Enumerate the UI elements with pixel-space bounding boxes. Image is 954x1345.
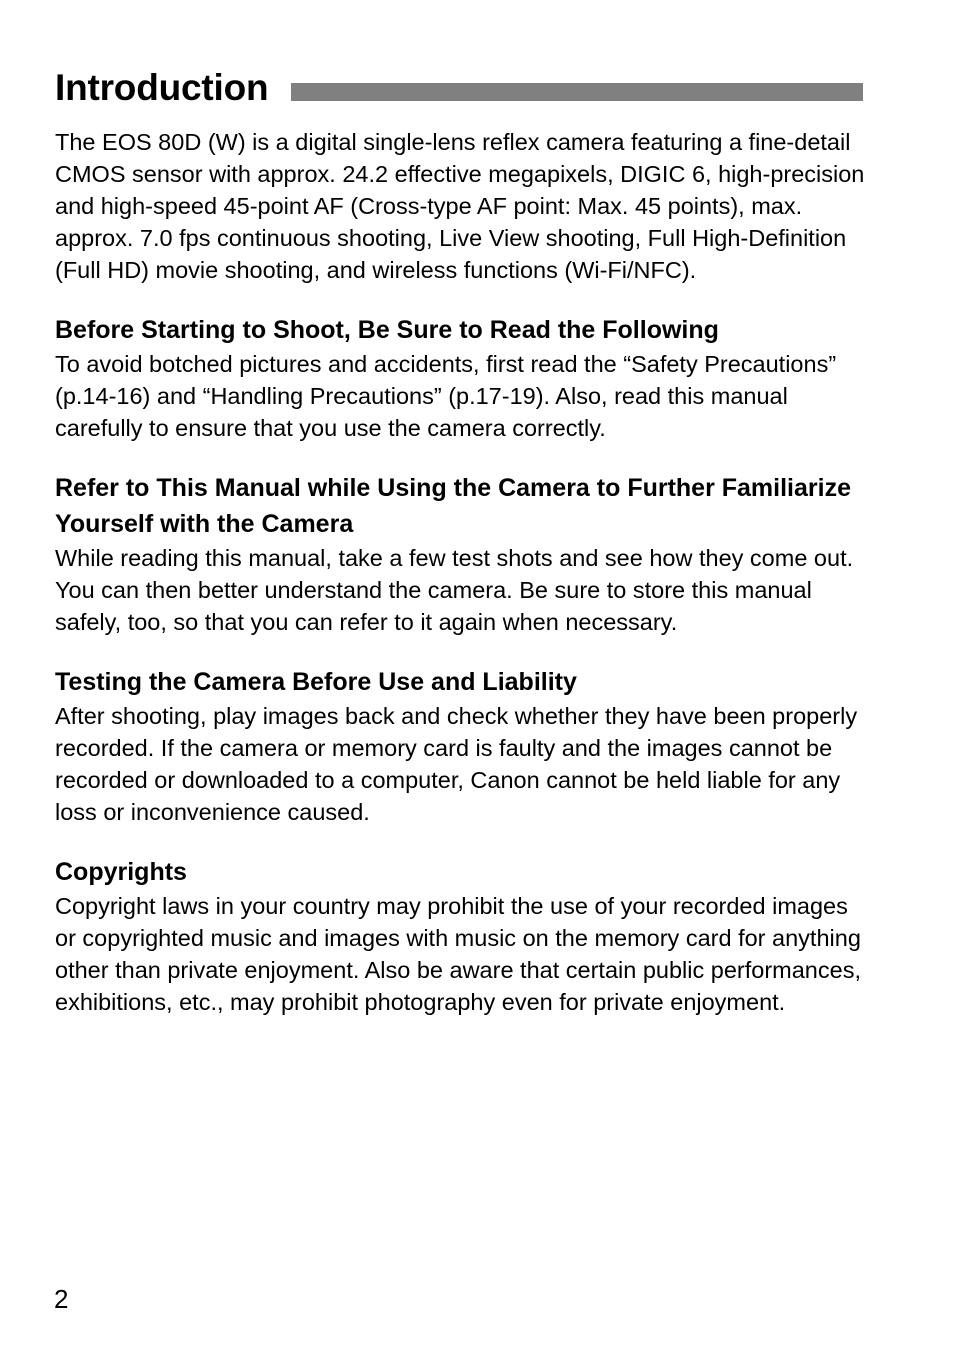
section-heading: Copyrights	[55, 858, 187, 886]
section-heading: Before Starting to Shoot, Be Sure to Read the Following	[55, 316, 719, 344]
section-heading: Testing the Camera Before Use and Liability	[55, 668, 577, 696]
section-body: Copyright laws in your country may prohibit the use of your recorded images or copyrighted music and images with music on the memory card for anything other than private enjoyment. Also be aware that certain public performances, exhibitions, etc., may prohibit photography even for private enjoyment.	[55, 893, 861, 1015]
section-refer-manual	[55, 470, 875, 638]
title-rule	[291, 83, 863, 101]
section-body: After shooting, play images back and check whether they have been properly recorded. If the camera or memory card is faulty and the images cannot be recorded or downloaded to a computer, Canon cannot be held liable for any loss or inconvenience caused.	[55, 703, 858, 825]
section-heading: Refer to This Manual while Using the Camera to Further Familiarize Yourself with the Camera	[55, 474, 851, 538]
manual-page	[55, 64, 875, 1018]
section-body: While reading this manual, take a few test shots and see how they come out. You can then better understand the camera. Be sure to store this manual safely, too, so that you can refer to it again when necessary.	[55, 545, 854, 635]
section-copyrights	[55, 854, 875, 1018]
section-body: To avoid botched pictures and accidents, first read the “Safety Precautions” (p.14-16) and “Handling Precautions” (p.17-19). Also, read this manual carefully to ensure that you use the camera correctly.	[55, 351, 837, 441]
intro-paragraph: The EOS 80D (W) is a digital single-lens reflex camera featuring a fine-detail CMOS sensor with approx. 24.2 effective megapixels, DIGIC 6, high-precision and high-speed 45-point AF (Cross-type AF point: Max. 45 points), max. approx. 7.0 fps continuous shooting, Live View shooting, Full High-Definition (Full HD) movie shooting, and wireless functions (Wi-Fi/NFC).	[55, 129, 865, 283]
page-title: Introduction	[55, 67, 269, 108]
title-row	[55, 64, 875, 112]
page-number: 2	[54, 1284, 69, 1314]
section-read-first	[55, 312, 875, 444]
section-testing-liability	[55, 664, 875, 828]
